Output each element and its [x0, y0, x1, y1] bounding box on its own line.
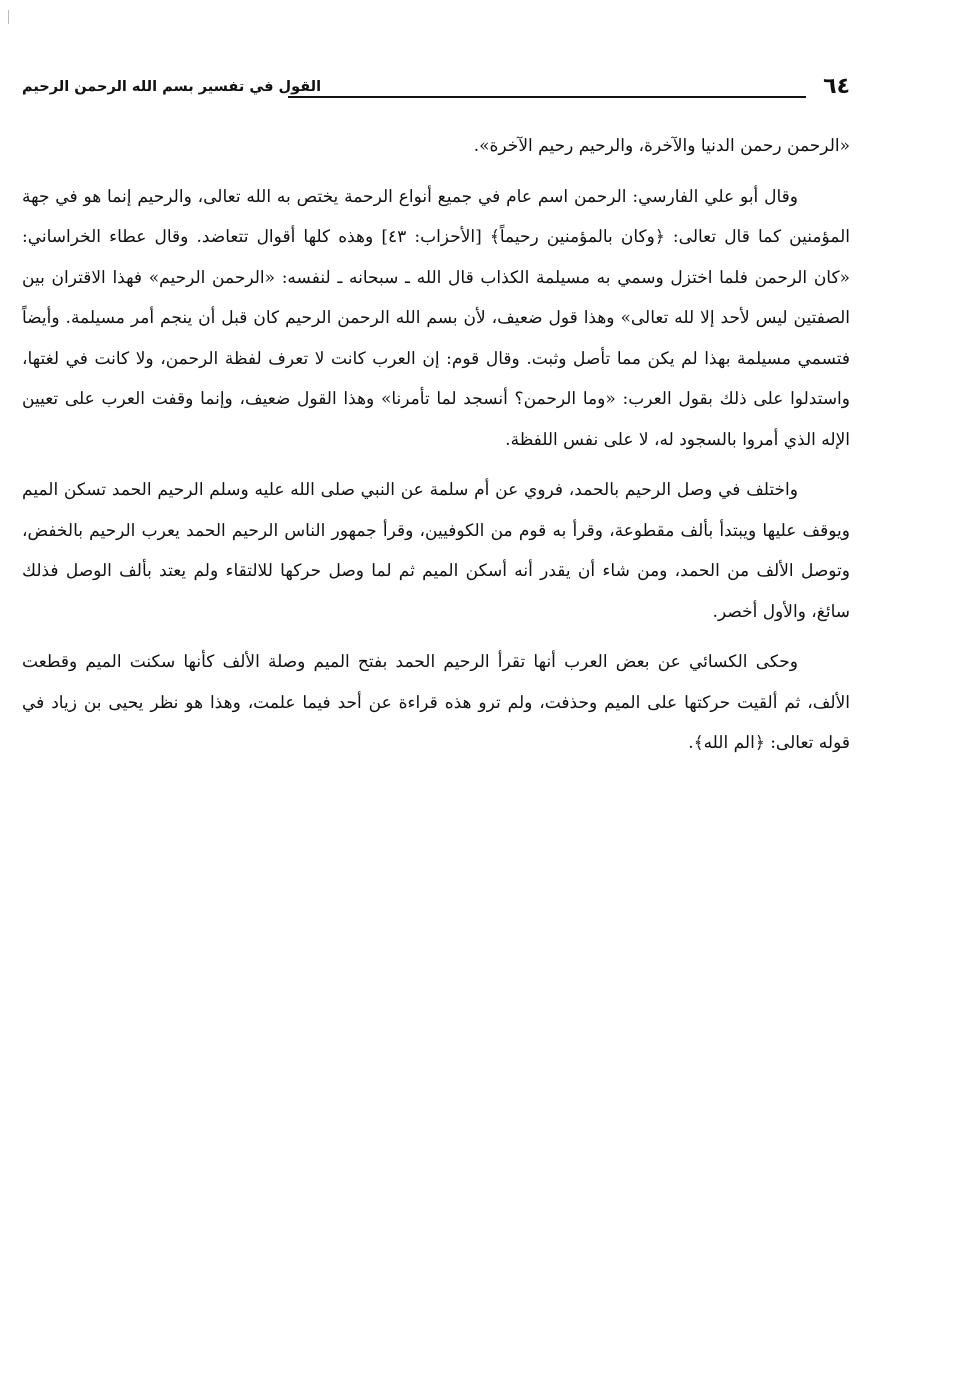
page-number: ٦٤	[823, 74, 850, 99]
running-title: القول في تفسير بسم الله الرحمن الرحيم	[22, 79, 322, 95]
page-header	[22, 70, 850, 106]
paragraph-3: واختلف في وصل الرحيم بالحمد، فروي عن أم سلمة عن النبي صلى الله عليه وسلم الرحيم الحمد تسكن الميم ويوقف عليها ويبتدأ بألف مقطوعة، وقرأ به قوم من الكوفيين، وقرأ جمهور الناس الرحيم الحمد يعرب الرحيم بالخفض، وتوصل الألف من الحمد، ومن شاء أن يقدر أنه أسكن الميم ثم لما وصل حركها للالتقاء ولم يعتد بألف الوصل فذلك سائغ، والأول أخصر.	[22, 480, 850, 622]
paragraph-4: وحكى الكسائي عن بعض العرب أنها تقرأ الرحيم الحمد بفتح الميم وصلة الألف كأنها سكنت الميم وقطعت الألف، ثم ألقيت حركتها على الميم وحذفت، ولم ترو هذه قراءة عن أحد فيما علمت، وهذا هو نظر يحيى بن زياد في قوله تعالى: ﴿الم الله﴾.	[22, 652, 850, 753]
header-rule	[288, 96, 806, 98]
margin-mark	[8, 10, 9, 24]
paragraph-1: «الرحمن رحمن الدنيا والآخرة، والرحيم رحيم الآخرة».	[473, 136, 850, 156]
paragraph-2: وقال أبو علي الفارسي: الرحمن اسم عام في جميع أنواع الرحمة يختص به الله تعالى، والرحيم إنما هو في جهة المؤمنين كما قال تعالى: ﴿وكان بالمؤمنين رحيماً﴾ [الأحزاب: ٤٣] وهذه كلها أقوال تتعاضد. وقال عطاء الخراساني: «كان الرحمن فلما اختزل وسمي به مسيلمة الكذاب قال الله ـ سبحانه ـ لنفسه: «الرحمن الرحيم» فهذا الاقتران بين الصفتين ليس لأحد إلا لله تعالى» وهذا قول ضعيف، لأن بسم الله الرحمن الرحيم كان قبل أن ينجم أمر مسيلمة. وأيضاً فتسمي مسيلمة بهذا لم يكن مما تأصل وثبت. وقال قوم: إن العرب كانت لا تعرف لفظة الرحمن، ولا كانت في لغتها، واستدلوا على ذلك بقول العرب: «وما الرحمن؟ أنسجد لما تأمرنا» وهذا القول ضعيف، وإنما وقفت العرب على تعيين الإله الذي أمروا بالسجود له، لا على نفس اللفظة.	[22, 186, 850, 450]
body-text	[22, 126, 850, 774]
